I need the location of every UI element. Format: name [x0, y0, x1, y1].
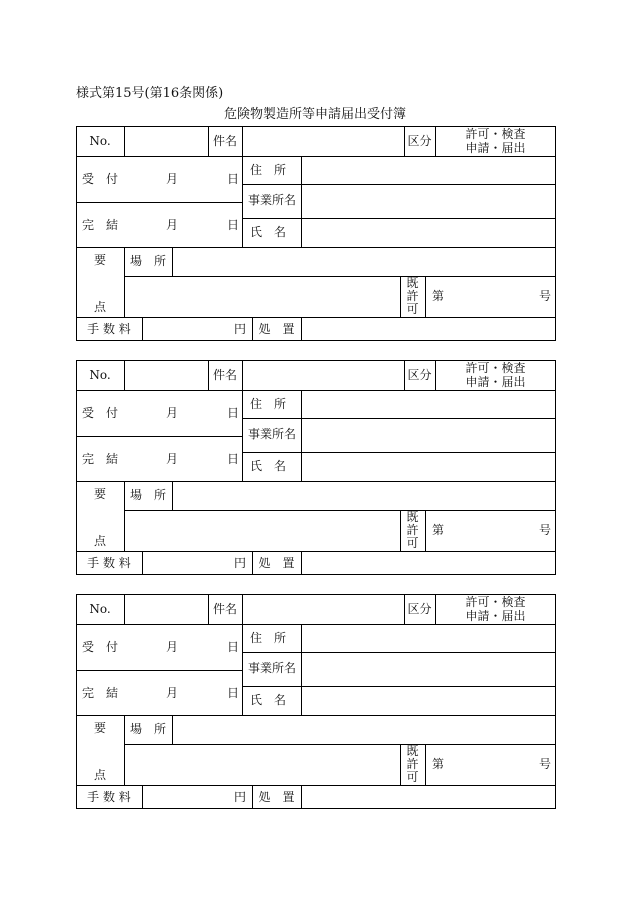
- received-day-unit: 日: [227, 172, 240, 186]
- grid-line: [76, 436, 242, 437]
- category-label: 区分: [407, 602, 432, 616]
- grid-line: [124, 360, 125, 390]
- disposition-label: 処 置: [258, 322, 295, 336]
- grid-line: [76, 624, 556, 625]
- category-option-application-notification: 申請・届出: [465, 375, 526, 389]
- name-label: 氏 名: [250, 693, 287, 707]
- grid-line: [124, 126, 125, 156]
- permit-number-prefix: 第: [432, 757, 445, 771]
- grid-line: [242, 126, 243, 247]
- grid-line: [242, 418, 556, 419]
- grid-line: [301, 317, 302, 341]
- summary-label-bottom: 点: [93, 534, 106, 548]
- grid-line: [172, 247, 173, 276]
- name-label: 氏 名: [250, 225, 287, 239]
- completed-month-unit: 月: [166, 686, 179, 700]
- summary-label-bottom: 点: [93, 300, 106, 314]
- grid-line: [142, 785, 143, 809]
- completed-label: 完 結: [82, 452, 119, 466]
- grid-line: [242, 686, 556, 687]
- grid-line: [76, 202, 242, 203]
- summary-label-top: 要: [93, 253, 106, 267]
- completed-day-unit: 日: [227, 452, 240, 466]
- existing-permit-label-2: 許: [406, 523, 419, 537]
- grid-line: [301, 156, 302, 247]
- disposition-label: 処 置: [258, 790, 295, 804]
- disposition-label: 処 置: [258, 556, 295, 570]
- existing-permit-label-1: 既: [406, 510, 419, 524]
- existing-permit-label-2: 許: [406, 289, 419, 303]
- received-month-unit: 月: [166, 406, 179, 420]
- form-title: 危険物製造所等申請届出受付簿: [223, 107, 406, 122]
- grid-line: [142, 551, 143, 575]
- no-label: No.: [89, 602, 111, 616]
- fee-yen-unit: 円: [234, 322, 247, 336]
- register-entry: [76, 594, 556, 809]
- grid-line: [76, 670, 242, 671]
- location-label: 場 所: [129, 254, 166, 268]
- grid-line: [242, 360, 243, 481]
- existing-permit-label-3: 可: [406, 536, 419, 550]
- fee-yen-unit: 円: [234, 790, 247, 804]
- subject-label: 件名: [212, 134, 237, 148]
- business-name-label: 事業所名: [248, 427, 297, 441]
- permit-number-suffix: 号: [539, 523, 552, 537]
- completed-month-unit: 月: [166, 218, 179, 232]
- permit-number-prefix: 第: [432, 523, 445, 537]
- received-label: 受 付: [82, 406, 119, 420]
- category-option-application-notification: 申請・届出: [465, 141, 526, 155]
- subject-label: 件名: [212, 368, 237, 382]
- summary-label-bottom: 点: [93, 768, 106, 782]
- completed-label: 完 結: [82, 218, 119, 232]
- grid-line: [124, 510, 556, 511]
- received-day-unit: 日: [227, 640, 240, 654]
- grid-line: [242, 652, 556, 653]
- address-label: 住 所: [250, 631, 287, 645]
- received-day-unit: 日: [227, 406, 240, 420]
- grid-line: [142, 317, 143, 341]
- grid-line: [76, 785, 556, 786]
- permit-number-suffix: 号: [539, 757, 552, 771]
- grid-line: [172, 715, 173, 744]
- permit-number-suffix: 号: [539, 289, 552, 303]
- grid-line: [425, 276, 426, 317]
- entry-border: [76, 594, 556, 809]
- grid-line: [76, 481, 556, 482]
- grid-line: [124, 276, 556, 277]
- existing-permit-label-1: 既: [406, 276, 419, 290]
- category-option-permit-inspection: 許可・検査: [465, 361, 526, 375]
- business-name-label: 事業所名: [248, 661, 297, 675]
- address-label: 住 所: [250, 397, 287, 411]
- entry-border: [76, 360, 556, 575]
- category-option-application-notification: 申請・届出: [465, 609, 526, 623]
- completed-month-unit: 月: [166, 452, 179, 466]
- grid-line: [301, 624, 302, 715]
- fee-label: 手 数 料: [87, 556, 131, 570]
- fee-yen-unit: 円: [234, 556, 247, 570]
- grid-line: [242, 452, 556, 453]
- grid-line: [76, 317, 556, 318]
- received-month-unit: 月: [166, 640, 179, 654]
- grid-line: [76, 247, 556, 248]
- grid-line: [124, 594, 125, 624]
- received-label: 受 付: [82, 172, 119, 186]
- existing-permit-label-3: 可: [406, 770, 419, 784]
- grid-line: [242, 184, 556, 185]
- register-entry: [76, 360, 556, 575]
- fee-label: 手 数 料: [87, 322, 131, 336]
- name-label: 氏 名: [250, 459, 287, 473]
- grid-line: [124, 744, 556, 745]
- grid-line: [425, 744, 426, 785]
- location-label: 場 所: [129, 488, 166, 502]
- no-label: No.: [89, 134, 111, 148]
- summary-label-top: 要: [93, 487, 106, 501]
- existing-permit-label-2: 許: [406, 757, 419, 771]
- grid-line: [425, 510, 426, 551]
- grid-line: [301, 551, 302, 575]
- address-label: 住 所: [250, 163, 287, 177]
- location-label: 場 所: [129, 722, 166, 736]
- business-name-label: 事業所名: [248, 193, 297, 207]
- category-label: 区分: [407, 134, 432, 148]
- grid-line: [301, 785, 302, 809]
- grid-line: [76, 390, 556, 391]
- received-label: 受 付: [82, 640, 119, 654]
- completed-day-unit: 日: [227, 686, 240, 700]
- subject-label: 件名: [212, 602, 237, 616]
- grid-line: [301, 390, 302, 481]
- category-option-permit-inspection: 許可・検査: [465, 127, 526, 141]
- received-month-unit: 月: [166, 172, 179, 186]
- summary-label-top: 要: [93, 721, 106, 735]
- category-option-permit-inspection: 許可・検査: [465, 595, 526, 609]
- grid-line: [172, 481, 173, 510]
- completed-day-unit: 日: [227, 218, 240, 232]
- existing-permit-label-1: 既: [406, 744, 419, 758]
- grid-line: [76, 156, 556, 157]
- existing-permit-label-3: 可: [406, 302, 419, 316]
- grid-line: [76, 715, 556, 716]
- register-entry: [76, 126, 556, 341]
- entry-border: [76, 126, 556, 341]
- grid-line: [242, 594, 243, 715]
- completed-label: 完 結: [82, 686, 119, 700]
- fee-label: 手 数 料: [87, 790, 131, 804]
- category-label: 区分: [407, 368, 432, 382]
- no-label: No.: [89, 368, 111, 382]
- grid-line: [242, 218, 556, 219]
- form-number: 様式第15号(第16条関係): [76, 86, 224, 101]
- grid-line: [76, 551, 556, 552]
- permit-number-prefix: 第: [432, 289, 445, 303]
